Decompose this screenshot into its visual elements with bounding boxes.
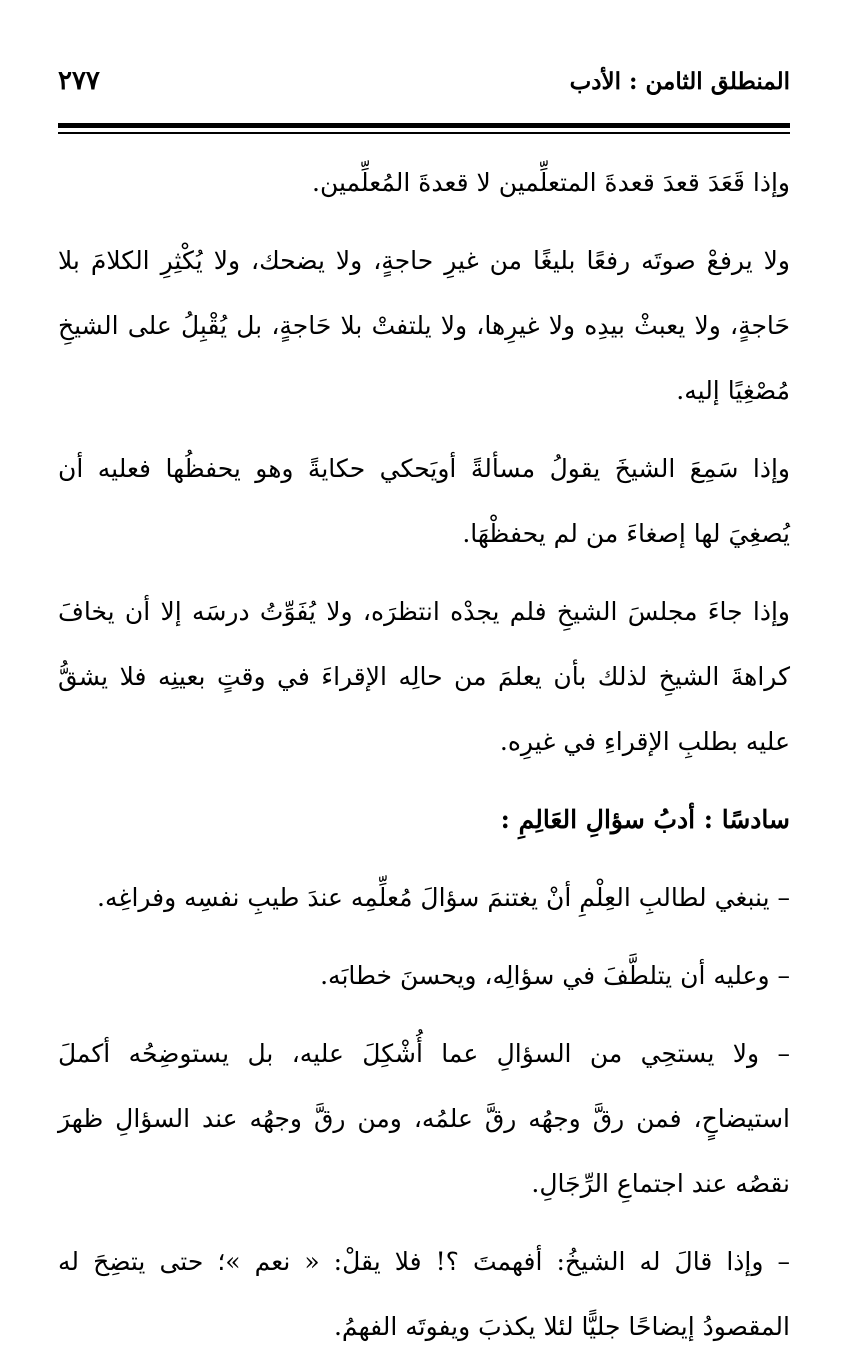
paragraph: وإذا سَمِعَ الشيخَ يقولُ مسألةً أويَحكي حكايةً وهو يحفظُها فعليه أن يُصغِيَ لها إصغاءَ من لم يحفظْهَا. xyxy=(58,454,790,548)
paragraph: وإذا جاءَ مجلسَ الشيخِ فلم يجدْه انتظرَه، ولا يُفَوِّتُ درسَه إلا أن يخافَ كراهةَ الشيخِ لذلك بأن يعلمَ من حالِه الإقراءَ في وقتٍ بعينِه فلا يشقُّ عليه بطلبِ الإقراءِ في غيرِه. xyxy=(58,597,790,756)
body-text xyxy=(58,150,790,1372)
paragraph: وإذا قَعَدَ قعدَ قعدةَ المتعلِّمين لا قعدةَ المُعلِّمين. xyxy=(312,168,790,197)
bullet-item: – وإذا قالَ له الشيخُ: أفهمتَ ؟! فلا يقلْ: « نعم »؛ حتى يتضِحَ له المقصودُ إيضاحًا جليًّا لئلا يكذبَ ويفوتَه الفهمُ. xyxy=(58,1247,790,1341)
bullet-item: – ولا يستحِي من السؤالِ عما أُشْكِلَ عليه، بل يستوضِحُه أكملَ استيضاحٍ، فمن رقَّ وجهُه رقَّ علمُه، ومن رقَّ وجهُه عند السؤالِ ظهرَ نقصُه عند اجتماعِ الرِّجَالِ. xyxy=(58,1039,790,1198)
bullet-item: – ينبغي لطالبِ العِلْمِ أنْ يغتنمَ سؤالَ مُعلِّمِه عندَ طيبِ نفسِه وفراغِه. xyxy=(97,883,790,912)
header-rule-thin xyxy=(58,132,790,134)
page-header xyxy=(58,62,790,112)
section-heading: سادسًا : أدبُ سؤالِ العَالِمِ : xyxy=(500,805,790,834)
bullet-item: – وعليه أن يتلطَّفَ في سؤالِه، ويحسنَ خطابَه. xyxy=(320,961,790,990)
header-rule-thick xyxy=(58,123,790,128)
paragraph: ولا يرفعْ صوتَه رفعًا بليغًا من غيرِ حاجةٍ، ولا يضحك، ولا يُكْثِرِ الكلامَ بلا حَاجةٍ، ولا يعبثْ بيدِه ولا غيرِها، ولا يلتفتْ بلا حَاجةٍ، بل يُقْبِلُ على الشيخِ مُصْغِيًا إليه. xyxy=(58,246,790,405)
page-number: ٢٧٧ xyxy=(58,66,100,96)
running-title: المنطلق الثامن : الأدب xyxy=(569,68,790,95)
